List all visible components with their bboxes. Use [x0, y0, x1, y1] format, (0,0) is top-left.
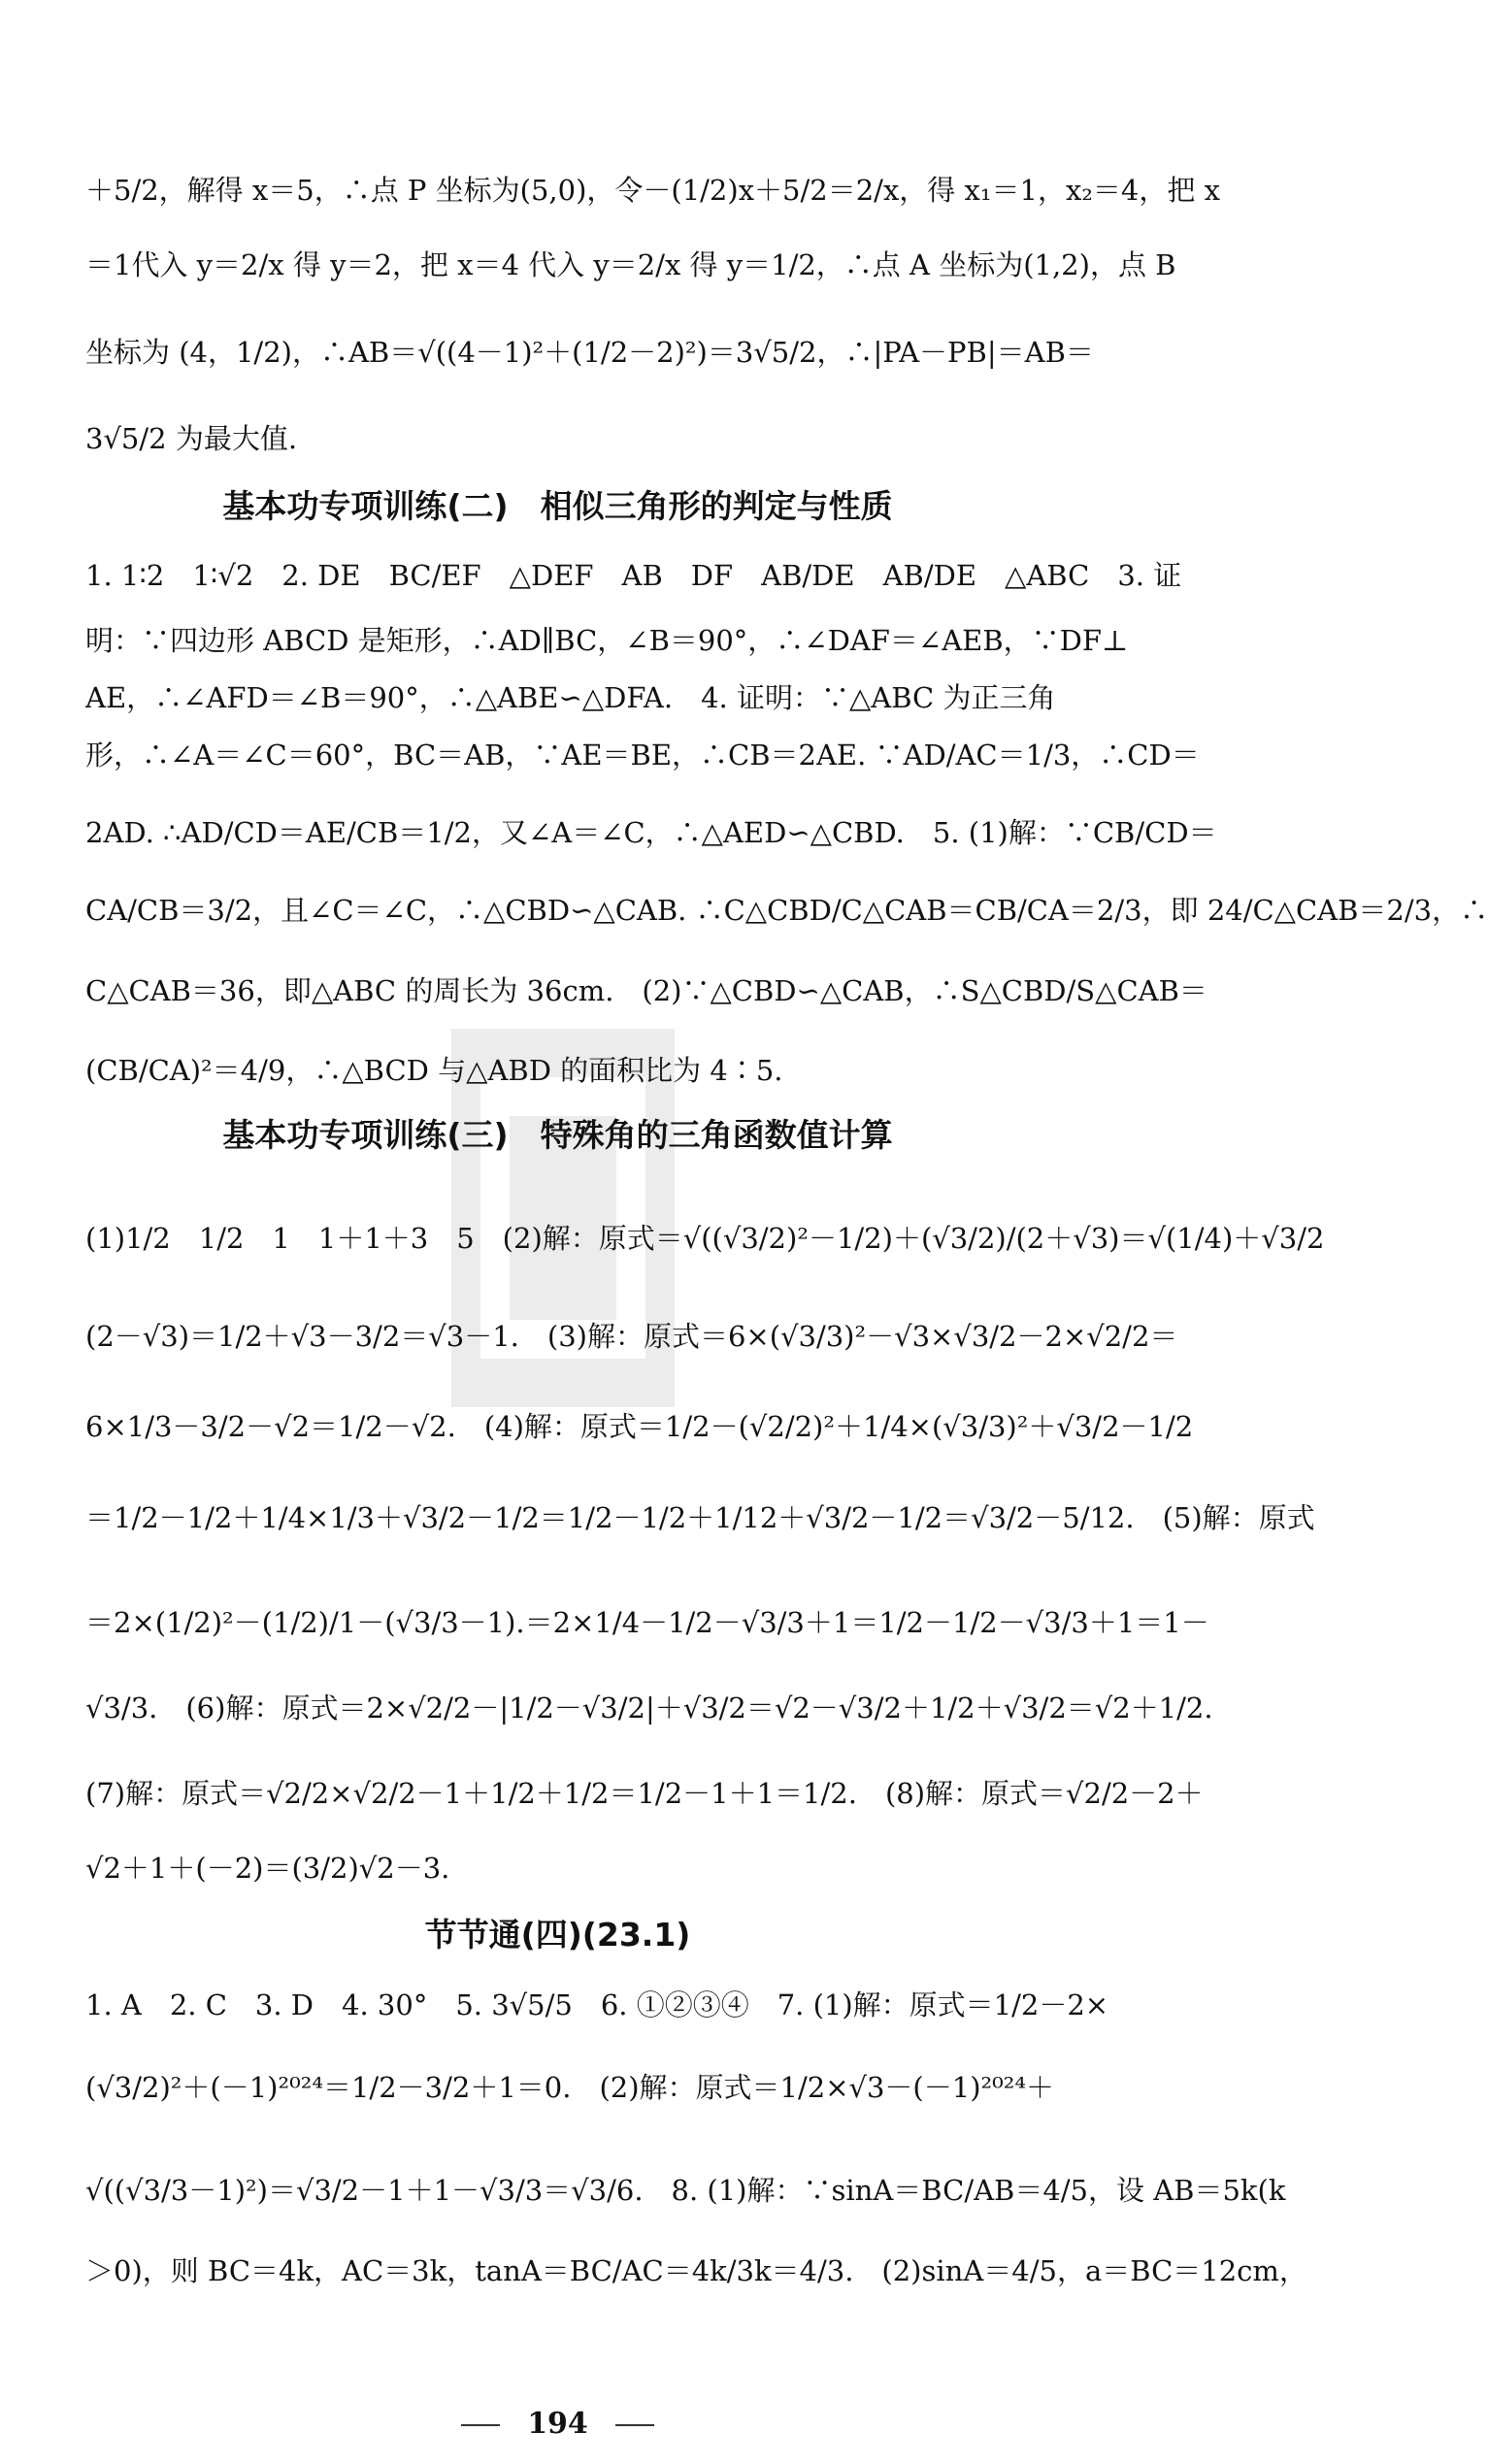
section-heading-trig-values: 基本功专项训练(三) 特殊角的三角函数值计算	[222, 1116, 893, 1154]
text-line: 1. 1∶2 1∶√2 2. DE BC/EF △DEF AB DF AB/DE AB/DE △ABC 3. 证	[85, 559, 1182, 592]
text-line: ＞0)，则 BC＝4k，AC＝3k，tanA＝BC/AC＝4k/3k＝4/3. (2)sinA＝4/5，a＝BC＝12cm，	[85, 2254, 1307, 2287]
text-line: ＝2×(1/2)²－(1/2)/1－(√3/3－1).＝2×1/4－1/2－√3/3＋1＝1/2－1/2－√3/3＋1＝1－	[85, 1606, 1209, 1639]
text-line: √2＋1＋(－2)＝(3/2)√2－3.	[85, 1852, 450, 1885]
footer-dash-left	[461, 2424, 500, 2426]
section-heading-chapter-quiz: 节节通(四)(23.1)	[424, 1916, 691, 1954]
text-line: 坐标为 (4，1/2)，∴AB＝√((4－1)²＋(1/2－2)²)＝3√5/2，∴|PA－PB|＝AB＝	[85, 336, 1094, 369]
text-line: √3/3. (6)解：原式＝2×√2/2－|1/2－√3/2|＋√3/2＝√2－√3/2＋1/2＋√3/2＝√2＋1/2.	[85, 1692, 1213, 1725]
text-line: AE，∴∠AFD＝∠B＝90°，∴△ABE∽△DFA. 4. 证明：∵△ABC 为正三角	[85, 681, 1056, 714]
page-number: 194	[527, 2407, 588, 2441]
text-line: (2－√3)＝1/2＋√3－3/2＝√3－1. (3)解：原式＝6×(√3/3)²－√3×√3/2－2×√2/2＝	[85, 1320, 1178, 1353]
text-line: 3√5/2 为最大值.	[85, 422, 298, 455]
text-line: ＝1/2－1/2＋1/4×1/3＋√3/2－1/2＝1/2－1/2＋1/12＋√3/2－1/2＝√3/2－5/12. (5)解：原式	[85, 1501, 1315, 1534]
text-line: (CB/CA)²＝4/9，∴△BCD 与△ABD 的面积比为 4∶5.	[85, 1054, 783, 1087]
section-heading-similar-triangles: 基本功专项训练(二) 相似三角形的判定与性质	[222, 487, 893, 525]
text-line: ＝1代入 y＝2/x 得 y＝2，把 x＝4 代入 y＝2/x 得 y＝1/2，∴点 A 坐标为(1,2)，点 B	[85, 248, 1176, 281]
text-line: 明：∵四边形 ABCD 是矩形，∴AD∥BC，∠B＝90°，∴∠DAF＝∠AEB，∵DF⊥	[85, 624, 1129, 657]
text-line: CA/CB＝3/2，且∠C＝∠C，∴△CBD∽△CAB. ∴C△CBD/C△CAB＝CB/CA＝2/3，即 24/C△CAB＝2/3，∴	[85, 894, 1488, 927]
text-line: C△CAB＝36，即△ABC 的周长为 36cm. (2)∵△CBD∽△CAB，∴S△CBD/S△CAB＝	[85, 974, 1207, 1007]
text-line: ＋5/2，解得 x＝5，∴点 P 坐标为(5,0)，令－(1/2)x＋5/2＝2/x，得 x₁＝1，x₂＝4，把 x	[85, 174, 1220, 207]
text-line: (1)1/2 1/2 1 1＋1＋3 5 (2)解：原式＝√((√3/2)²－1/2)＋(√3/2)/(2＋√3)＝√(1/4)＋√3/2	[85, 1222, 1325, 1255]
footer-dash-right	[615, 2424, 654, 2426]
text-line: (√3/2)²＋(－1)²⁰²⁴＝1/2－3/2＋1＝0. (2)解：原式＝1/2×√3－(－1)²⁰²⁴＋	[85, 2071, 1055, 2104]
page-footer	[0, 2407, 1115, 2441]
text-line: 6×1/3－3/2－√2＝1/2－√2. (4)解：原式＝1/2－(√2/2)²＋1/4×(√3/3)²＋√3/2－1/2	[85, 1410, 1194, 1443]
text-line: 形，∴∠A＝∠C＝60°，BC＝AB，∵AE＝BE，∴CB＝2AE. ∵AD/AC＝1/3，∴CD＝	[85, 739, 1200, 772]
text-line: √((√3/3－1)²)＝√3/2－1＋1－√3/3＝√3/6. 8. (1)解：∵sinA＝BC/AB＝4/5，设 AB＝5k(k	[85, 2174, 1286, 2207]
text-line: 1. A 2. C 3. D 4. 30° 5. 3√5/5 6. ①②③④ 7. (1)解：原式＝1/2－2×	[85, 1988, 1109, 2021]
text-line: (7)解：原式＝√2/2×√2/2－1＋1/2＋1/2＝1/2－1＋1＝1/2. (8)解：原式＝√2/2－2＋	[85, 1777, 1204, 1810]
text-line: 2AD. ∴AD/CD＝AE/CB＝1/2，又∠A＝∠C，∴△AED∽△CBD. 5. (1)解：∵CB/CD＝	[85, 816, 1217, 849]
